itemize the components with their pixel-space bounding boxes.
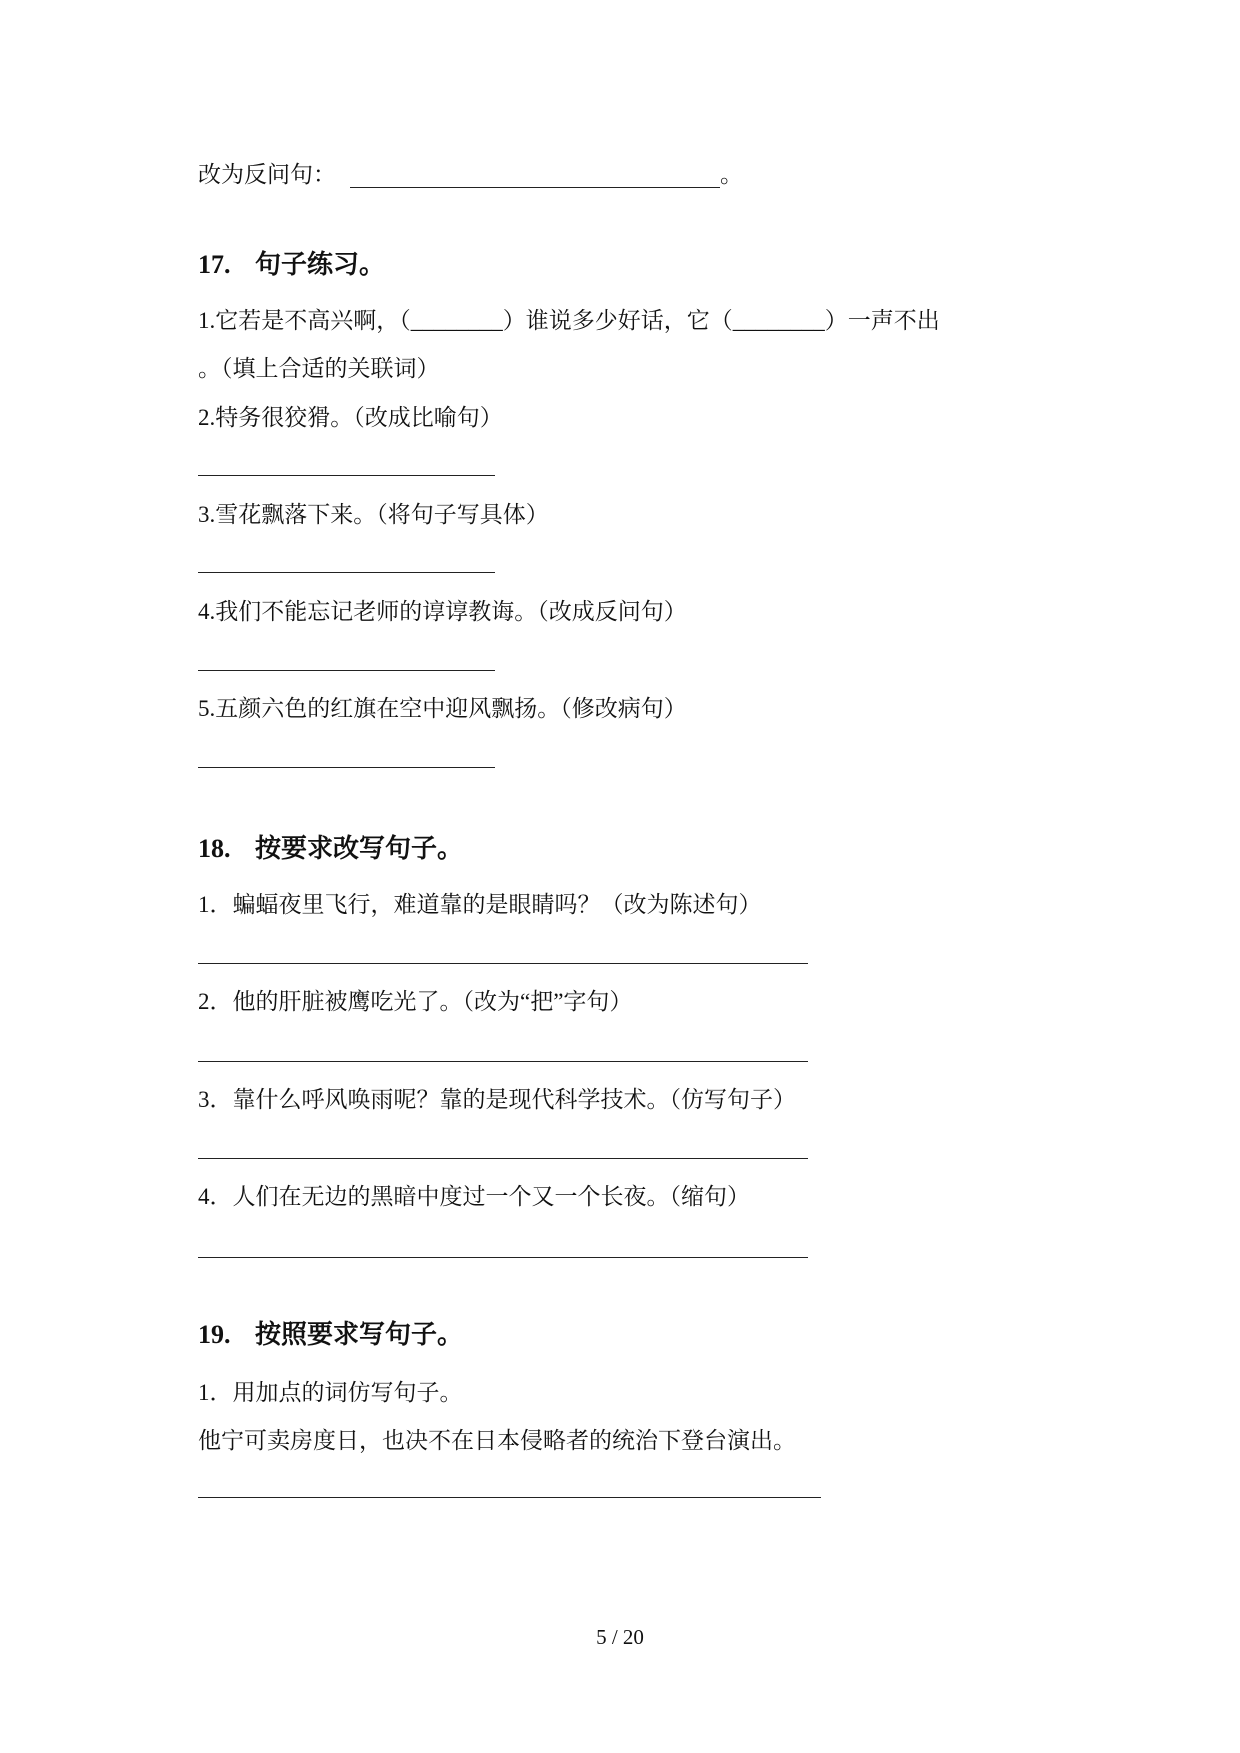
answer-line	[198, 1158, 808, 1159]
carryover-end: 。	[720, 162, 743, 187]
question-18-3: 3．靠什么呼风唤雨呢？靠的是现代科学技术。（仿写句子）	[198, 1087, 796, 1112]
section-19-heading	[198, 1321, 463, 1349]
section-17-heading	[198, 251, 385, 279]
answer-blank	[350, 167, 720, 188]
question-17-1-line-1: 1.它若是不高兴啊，（________）谁说多少好话，它（________）一声不出	[198, 308, 940, 333]
page-number: 5 / 20	[596, 1625, 644, 1649]
question-17-1-line-2: 。（填上合适的关联词）	[198, 356, 440, 381]
question-18-1: 1．蝙蝠夜里飞行，难道靠的是眼睛吗？（改为陈述句）	[198, 892, 762, 917]
question-18-4: 4．人们在无边的黑暗中度过一个又一个长夜。（缩句）	[198, 1184, 750, 1209]
section-number: 17.	[198, 250, 231, 279]
answer-line	[198, 475, 495, 476]
answer-line	[198, 572, 495, 573]
section-18-heading	[198, 835, 463, 863]
carryover-question	[198, 162, 743, 188]
question-17-2: 2.特务很狡猾。（改成比喻句）	[198, 405, 503, 430]
answer-line	[198, 963, 808, 964]
section-title: 按要求改写句子。	[255, 834, 464, 863]
question-17-4: 4.我们不能忘记老师的谆谆教诲。（改成反问句）	[198, 599, 687, 624]
section-title: 句子练习。	[255, 250, 386, 279]
section-number: 18.	[198, 834, 231, 863]
answer-line	[198, 767, 495, 768]
question-18-2: 2．他的肝脏被鹰吃光了。（改为“把”字句）	[198, 989, 633, 1014]
answer-line	[198, 670, 495, 671]
section-title: 按照要求写句子。	[255, 1320, 464, 1349]
question-19-1: 1．用加点的词仿写句子。	[198, 1380, 463, 1405]
section-number: 19.	[198, 1320, 231, 1349]
question-17-5: 5.五颜六色的红旗在空中迎风飘扬。（修改病句）	[198, 696, 687, 721]
answer-line	[198, 1061, 808, 1062]
carryover-label: 改为反问句：	[198, 162, 336, 187]
question-17-3: 3.雪花飘落下来。（将句子写具体）	[198, 502, 549, 527]
example-sentence: 他宁可卖房度日，也决不在日本侵略者的统治下登台演出。	[198, 1428, 796, 1453]
answer-line	[198, 1497, 821, 1498]
answer-line	[198, 1257, 808, 1258]
